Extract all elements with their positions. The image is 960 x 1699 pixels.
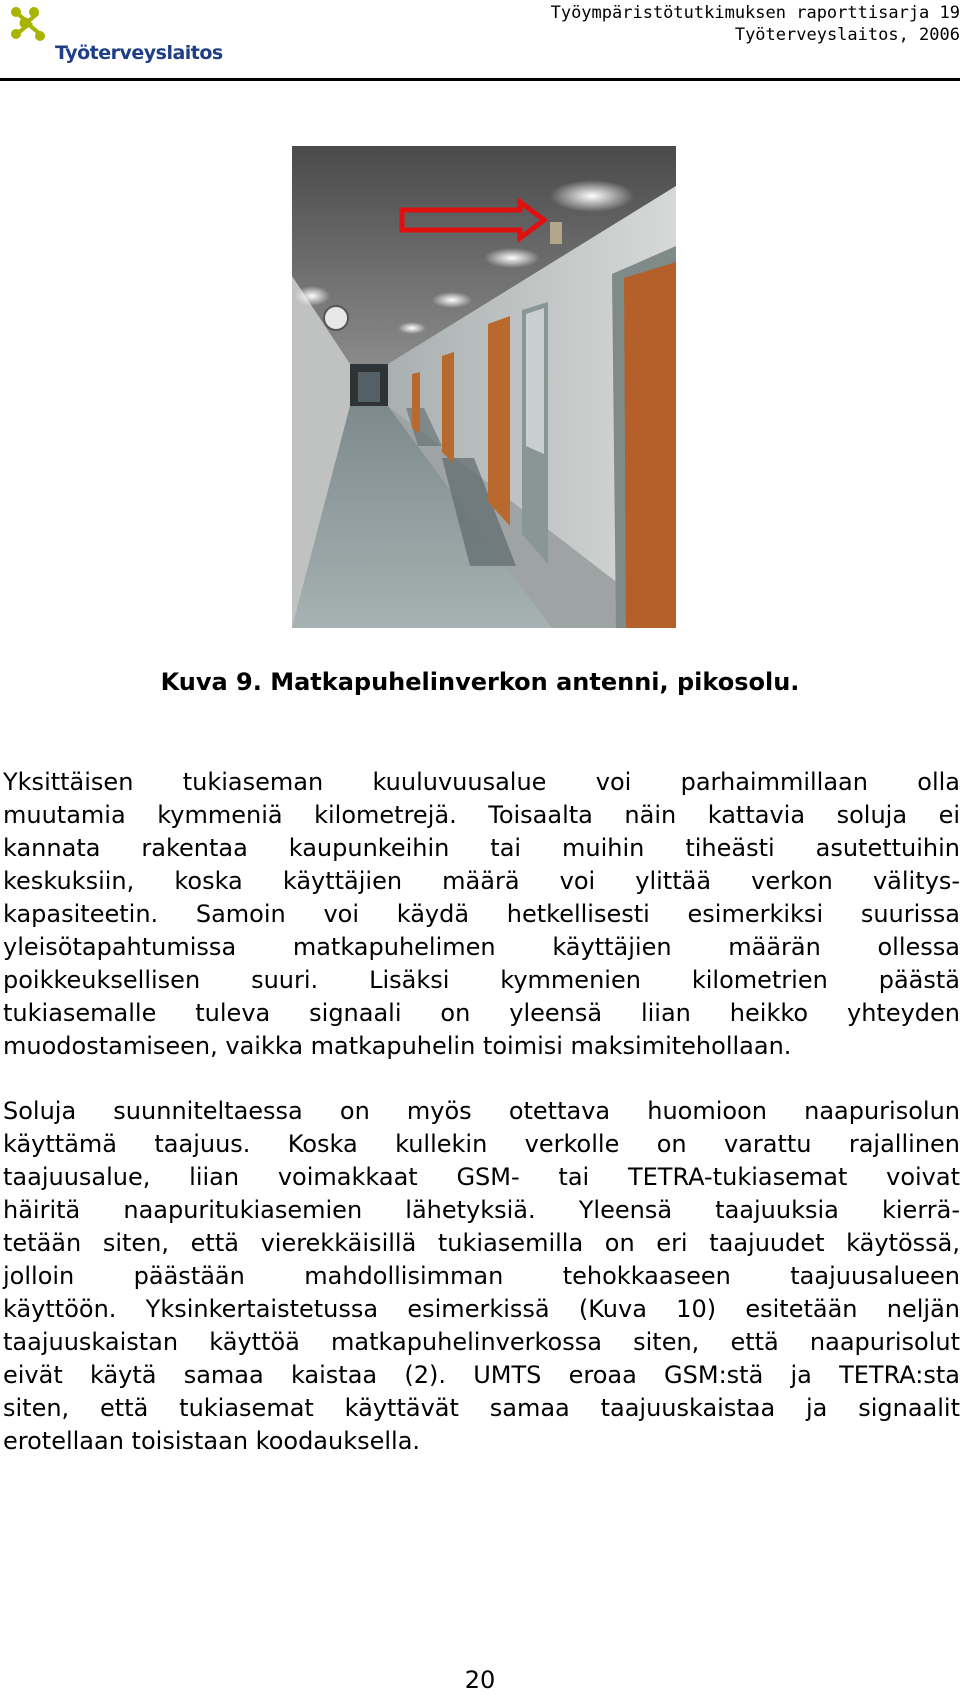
text-line: yleisötapahtumissa matkapuhelimen käyttäjien määrän ollessa [3, 933, 960, 961]
corridor-photo [292, 146, 676, 628]
page-number: 20 [464, 1666, 496, 1694]
text-line: siten, että tukiasemat käyttävät samaa taajuuskaistaa ja signaalit [3, 1394, 960, 1422]
page-header [0, 0, 960, 82]
text-line: muutamia kymmeniä kilometrejä. Toisaalta näin kattavia soluja ei [3, 801, 960, 829]
logo-mark-icon [10, 6, 56, 46]
text-line: käyttämä taajuus. Koska kullekin verkolle on varattu rajallinen [3, 1130, 960, 1158]
text-line: käyttöön. Yksinkertaistetussa esimerkissä (Kuva 10) esitetään neljän [3, 1295, 960, 1323]
text-line: tukiasemalle tuleva signaali on yleensä liian heikko yhteyden [3, 999, 960, 1027]
text-line: taajuusalue, liian voimakkaat GSM- tai TETRA-tukiasemat voivat [3, 1163, 960, 1191]
antenna-icon [550, 222, 562, 244]
publisher-year: Työterveyslaitos, 2006 [734, 25, 960, 45]
text-line: Yksittäisen tukiaseman kuuluvuusalue voi parhaimmillaan olla [3, 768, 960, 796]
logo-text: Työterveyslaitos [55, 42, 223, 64]
text-line: taajuuskaistan käyttöä matkapuhelinverkossa siten, että naapurisolut [3, 1328, 960, 1356]
text-line: erotellaan toisistaan koodauksella. [3, 1427, 421, 1455]
figure-caption: Kuva 9. Matkapuhelinverkon antenni, pikosolu. [160, 668, 800, 696]
series-info [551, 2, 960, 46]
text-line: kapasiteetin. Samoin voi käydä hetkellisesti esimerkiksi suurissa [3, 900, 960, 928]
text-line: tetään siten, että vierekkäisillä tukiasemilla on eri taajuudet käytössä, [3, 1229, 960, 1257]
text-line: Soluja suunniteltaessa on myös otettava huomioon naapurisolun [3, 1097, 960, 1125]
logo [10, 6, 223, 68]
text-line: kannata rakentaa kaupunkeihin tai muihin tiheästi asutettuihin [3, 834, 960, 862]
text-line: eivät käytä samaa kaistaa (2). UMTS eroaa GSM:stä ja TETRA:sta [3, 1361, 960, 1389]
wall-clock-icon [324, 306, 348, 330]
header-rule [0, 78, 960, 81]
series-title: Työympäristötutkimuksen raporttisarja 19 [550, 3, 960, 23]
paragraph-1 [3, 766, 960, 1063]
paragraph-2 [3, 1095, 960, 1458]
text-line: jolloin päästään mahdollisimman tehokkaaseen taajuusalueen [3, 1262, 960, 1290]
text-line: muodostamiseen, vaikka matkapuhelin toimisi maksimitehollaan. [3, 1032, 792, 1060]
text-line: häiritä naapuritukiasemien lähetyksiä. Yleensä taajuuksia kierrä- [3, 1196, 960, 1224]
text-line: poikkeuksellisen suuri. Lisäksi kymmenien kilometrien päästä [3, 966, 960, 994]
text-line: keskuksiin, koska käyttäjien määrä voi ylittää verkon välitys- [3, 867, 960, 895]
